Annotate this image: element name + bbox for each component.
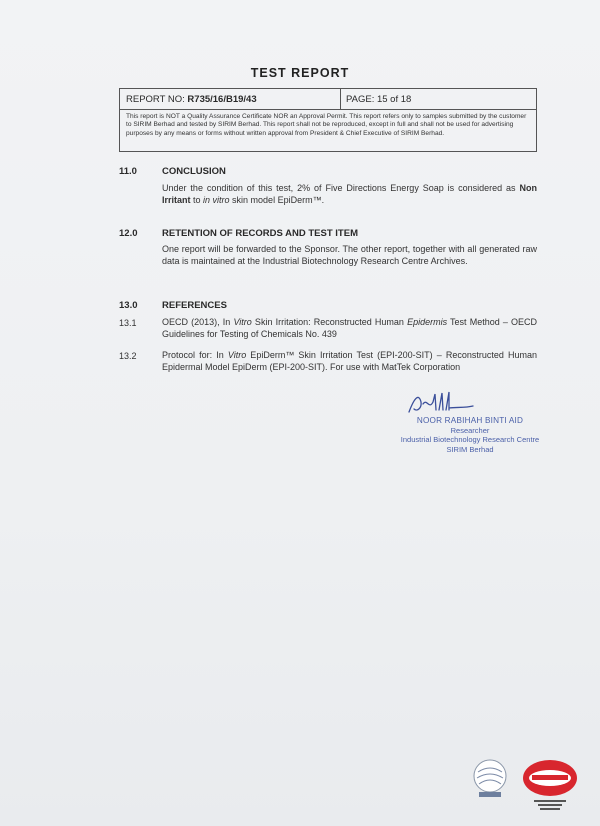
report-number-label: REPORT NO: (126, 94, 185, 105)
signatory-block (370, 416, 570, 454)
section-11-text (162, 182, 537, 206)
conclusion-italic: in vitro (203, 195, 230, 205)
section-11-title: CONCLUSION (162, 166, 226, 177)
accreditation-logos (472, 756, 582, 816)
reference-2-text (162, 349, 537, 373)
reference-1-number: 13.1 (119, 318, 137, 328)
ref-2-part-b: EpiDerm™ Skin Irritation Test (EPI-200-SIT) – Reconstructed Human Epidermal Model EpiDerm (EPI-200-SIT). For use with MatTek Corporation (162, 350, 537, 372)
section-12-text: One report will be forwarded to the Sponsor. The other report, together with all generated raw data is maintained at the Industrial Biotechnology Research Centre Archives. (162, 244, 537, 266)
report-header-box (119, 88, 537, 152)
ref-1-part-b: Skin Irritation: Reconstructed Human (251, 317, 408, 327)
ref-2-italic: Vitro (227, 350, 247, 360)
section-13-number: 13.0 (119, 300, 138, 311)
ilac-mra-logo (474, 760, 506, 797)
signatory-org: SIRIM Berhad (446, 444, 494, 454)
header-divider (340, 89, 341, 109)
signatory-name: NOOR RABIHAH BINTI AID (416, 416, 524, 425)
section-12-number: 12.0 (119, 228, 138, 239)
signature-image (405, 390, 475, 416)
reference-2-number: 13.2 (119, 351, 137, 361)
report-title: TEST REPORT (250, 66, 350, 80)
page-number: PAGE: 15 of 18 (346, 94, 412, 105)
conclusion-text-a: Under the condition of this test, 2% of Five Directions Energy Soap is considered as (162, 183, 516, 193)
conclusion-text-b: to (190, 195, 204, 205)
section-12-title: RETENTION OF RECORDS AND TEST ITEM (162, 228, 358, 239)
section-11-number: 11.0 (119, 166, 137, 177)
ref-2-part-a: Protocol for: In (162, 350, 228, 360)
conclusion-result: Non Irritant (162, 183, 537, 205)
ref-1-italic-a: Vitro (233, 317, 252, 327)
ref-1-part-c: Test Method – OECD Guidelines for Testing of Chemicals No. 439 (162, 317, 538, 339)
reference-1-text (162, 316, 537, 340)
section-13-title: REFERENCES (162, 300, 227, 311)
disclaimer-text: This report is NOT a Quality Assurance Certificate NOR an Approval Permit. This report refers only to samples submitted by the customer to SIRIM Berhad and tested by SIRIM Berhad. This report shall not be reproduced, except in full and shall not be used for advertising purposes by any means or forms without written approval from President & Chief Executive of SIRIM Berhad. (126, 113, 527, 137)
conclusion-text-c: skin model EpiDerm™. (229, 195, 325, 205)
report-header-row (120, 89, 536, 110)
ref-1-italic-b: Epidermis (407, 317, 448, 327)
signatory-role: Researcher (450, 425, 490, 435)
standards-malaysia-logo (523, 760, 577, 810)
signatory-unit: Industrial Biotechnology Research Centre (400, 435, 540, 444)
ref-1-part-a: OECD (2013), In (162, 317, 234, 327)
report-number (126, 94, 257, 105)
report-number-value: R735/16/B19/43 (187, 94, 257, 105)
